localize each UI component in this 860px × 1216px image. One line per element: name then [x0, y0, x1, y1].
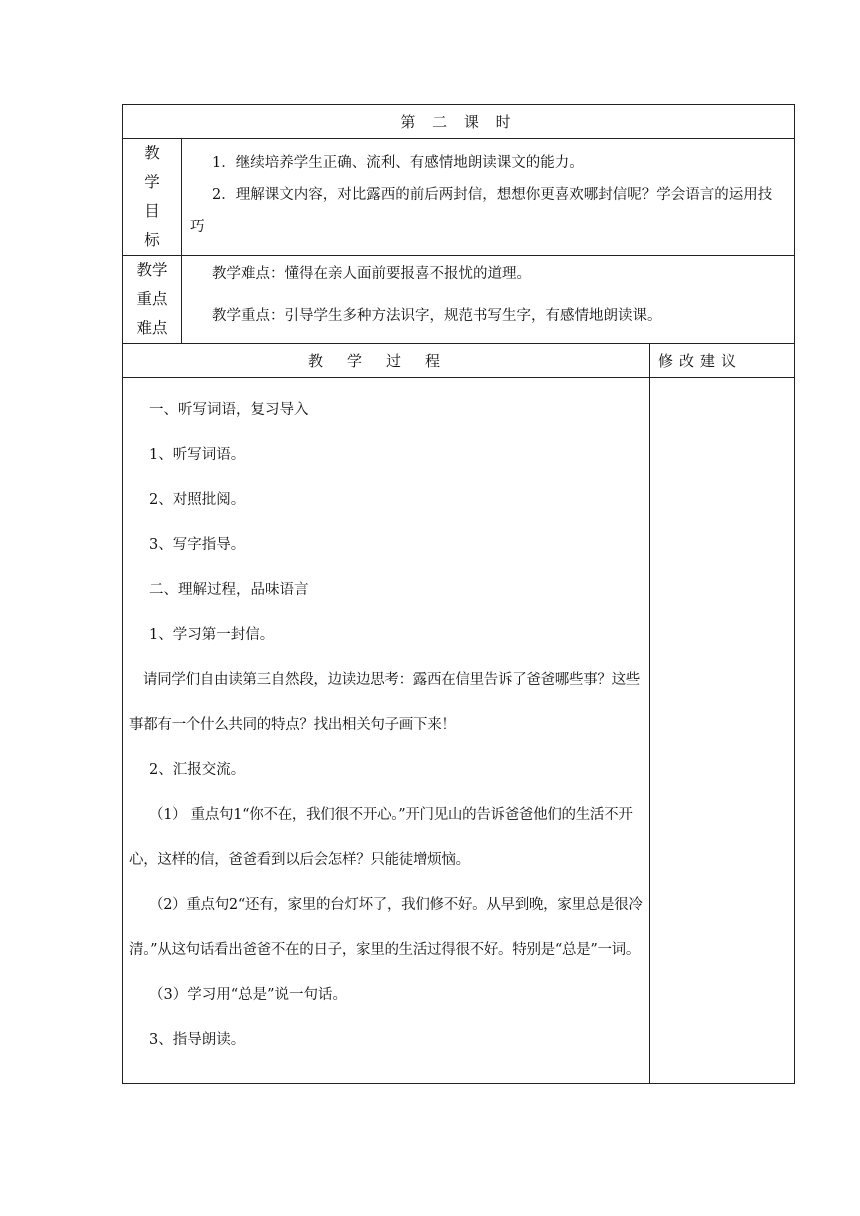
- teaching-difficulty: 教学难点：懂得在亲人面前要报喜不报忧的道理。: [212, 266, 531, 282]
- teaching-focus: 教学重点：引导学生多种方法识字，规范书写生字，有感情地朗读课。: [212, 308, 662, 324]
- process-step: 1、听写词语。: [149, 447, 246, 463]
- goal-item: 1．继续培养学生正确、流利、有感情地朗读课文的能力。: [212, 155, 584, 171]
- lesson-title-row: [123, 105, 795, 139]
- teaching-goals-label: 教 学 目 标: [123, 139, 182, 256]
- revision-suggestion-heading: 修改建议: [650, 344, 795, 378]
- process-paragraph: 请同学们自由读第三自然段，边读边思考：露西在信里告诉了爸爸哪些事？这些事都有一个什么共同的特点？找出相关句子画下来！: [129, 672, 640, 733]
- revision-suggestion-content: [650, 378, 795, 1084]
- key-points-row: [123, 256, 795, 344]
- process-step: 2、对照批阅。: [149, 492, 246, 508]
- process-step: 2、汇报交流。: [149, 762, 246, 778]
- lesson-plan-table: [122, 104, 795, 1084]
- section-heading: 二、理解过程，品味语言: [149, 582, 309, 598]
- process-body-row: [123, 378, 795, 1084]
- process-paragraph: （1） 重点句1“你不在，我们很不开心。”开门见山的告诉爸爸他们的生活不开心，这样的信，爸爸看到以后会怎样？只能徒增烦恼。: [129, 807, 633, 868]
- key-points-content: [182, 256, 795, 344]
- key-points-label: 教学 重点 难点: [123, 256, 182, 344]
- process-step: （3）学习用“总是”说一句话。: [149, 987, 348, 1003]
- process-step: 1、学习第一封信。: [149, 627, 275, 643]
- lesson-plan-document: [122, 104, 794, 1084]
- teaching-goals-row: [123, 139, 795, 256]
- process-paragraph: （2）重点句2“还有，家里的台灯坏了，我们修不好。从早到晚，家里总是很冷清。”从这句话看出爸爸不在的日子，家里的生活过得很不好。特别是“总是”一词。: [129, 897, 643, 958]
- process-step: 3、指导朗读。: [149, 1032, 246, 1048]
- teaching-process-heading: 教学过程: [123, 344, 650, 378]
- lesson-title: 第 二 课 时: [123, 105, 795, 139]
- goal-item: 2．理解课文内容，对比露西的前后两封信，想想你更喜欢哪封信呢？学会语言的运用技巧: [190, 187, 773, 235]
- section-heading: 一、听写词语，复习导入: [149, 402, 309, 418]
- teaching-process-content: [123, 378, 650, 1084]
- teaching-goals-content: [182, 139, 795, 256]
- process-header-row: [123, 344, 795, 378]
- process-step: 3、写字指导。: [149, 537, 246, 553]
